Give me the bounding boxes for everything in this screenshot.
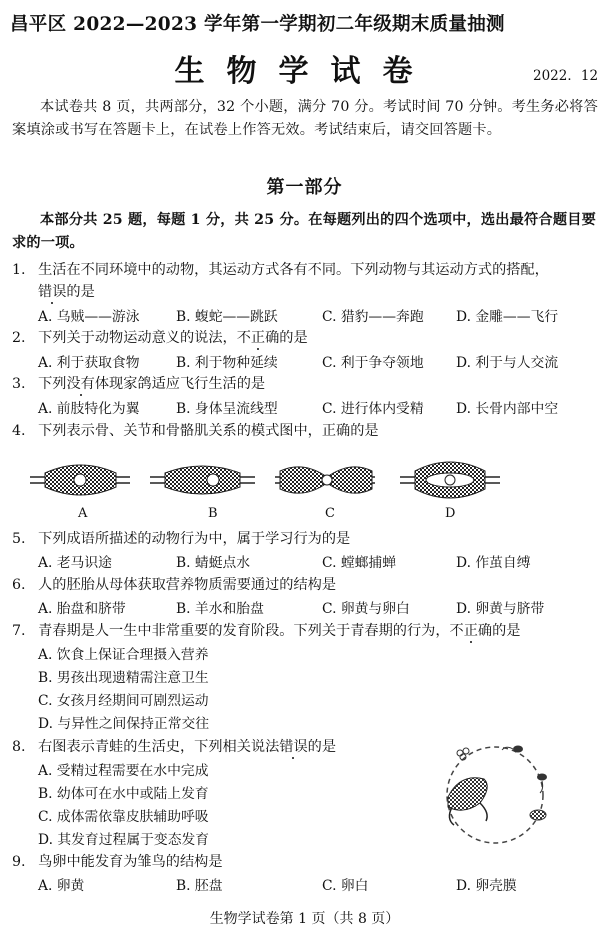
option-c[interactable]: C. 卵黄与卵白 — [322, 601, 410, 617]
option-a[interactable]: A. 乌贼——游泳 — [38, 309, 140, 325]
part-instructions: 本部分共 25 题，每题 1 分，共 25 分。在每题列出的四个选项中，选出最符合题目要求的一项。 — [12, 212, 596, 251]
question-7 — [12, 620, 520, 640]
options-row — [38, 397, 598, 417]
option-b[interactable]: B. 蝮蛇——跳跃 — [176, 309, 278, 325]
question-text-post: 的是 — [307, 739, 337, 755]
option-b[interactable]: B. 胚盘 — [176, 878, 223, 894]
option-b[interactable]: B. 蜻蜓点水 — [176, 555, 251, 571]
emphasis-text: 没有 — [66, 376, 95, 392]
question-text: 下列表示骨、关节和骨骼肌关系的模式图中，正确的是 — [38, 423, 379, 439]
figure-label-b: B — [208, 506, 218, 521]
froglet-icon — [530, 810, 546, 820]
option-c[interactable]: C. 女孩月经期间可剧烈运动 — [38, 693, 209, 709]
exam-date: 2022．12 — [533, 68, 599, 84]
part-title: 第一部分 — [266, 177, 343, 198]
question-text-post: 体现家鸽适应飞行生活的是 — [94, 376, 266, 392]
page-footer: 生物学试卷第 1 页（共 8 页） — [209, 911, 400, 927]
question-number: 1. — [12, 262, 26, 278]
option-c[interactable]: C. 成体需依靠皮肤辅助呼吸 — [38, 809, 209, 825]
option-b[interactable]: B. 羊水和胎盘 — [176, 601, 264, 617]
figure-c-diagram[interactable] — [275, 467, 375, 493]
figure-label-d: D — [445, 506, 456, 521]
figure-a-diagram[interactable] — [30, 465, 130, 495]
question-8 — [12, 736, 336, 756]
figure-b-diagram[interactable] — [150, 466, 255, 494]
question-2 — [12, 327, 308, 347]
option-d[interactable]: D. 长骨内部中空 — [456, 401, 559, 417]
question-number: 8. — [12, 739, 26, 755]
figure-label-c: C — [325, 506, 335, 521]
option-b[interactable]: B. 利于物种延续 — [176, 355, 278, 371]
question-1-line2 — [38, 281, 95, 301]
question-number: 6. — [12, 577, 26, 593]
emphasis-text: 不正确 — [236, 330, 280, 346]
option-a[interactable]: A. 利于获取食物 — [38, 355, 140, 371]
option-a[interactable]: A. 卵黄 — [38, 878, 85, 894]
question-text-pre: 下列 — [38, 376, 67, 392]
question-number: 4. — [12, 423, 26, 439]
page-title: 生物学试卷 — [174, 54, 435, 89]
question-text-post: 的是 — [66, 284, 95, 300]
option-d[interactable]: D. 其发育过程属于变态发育 — [38, 832, 210, 848]
emphasis-text: 错误 — [38, 284, 67, 300]
emphasis-text: 不正确 — [449, 623, 493, 639]
option-d[interactable]: D. 卵壳膜 — [456, 878, 517, 894]
option-a[interactable]: A. 老马识途 — [38, 555, 112, 571]
options-row — [38, 305, 598, 325]
exam-header: 昌平区 2022—2023 学年第一学期初二年级期末质量抽测 — [10, 14, 505, 35]
question-text-post: 的是 — [279, 330, 308, 346]
bone-joint-muscle-figures — [30, 455, 500, 505]
frog-eggs-icon — [457, 748, 469, 760]
figure-label-a: A — [78, 506, 88, 521]
question-number: 3. — [12, 376, 26, 392]
option-d[interactable]: D. 金雕——飞行 — [456, 309, 559, 325]
option-d[interactable]: D. 与异性之间保持正常交往 — [38, 716, 210, 732]
option-c[interactable]: C. 猎豹——奔跑 — [322, 309, 424, 325]
adult-frog-icon — [448, 778, 487, 825]
question-number: 7. — [12, 623, 26, 639]
emphasis-text: 错误 — [279, 739, 308, 755]
figure-d-diagram[interactable] — [400, 462, 500, 498]
question-5 — [12, 528, 350, 548]
question-text: 生活在不同环境中的动物，其运动方式各有不同。下列动物与其运动方式的搭配， — [38, 262, 549, 278]
options-row — [38, 597, 598, 617]
question-4 — [12, 420, 379, 440]
option-d[interactable]: D. 利于与人交流 — [456, 355, 559, 371]
question-number: 5. — [12, 531, 26, 547]
question-3 — [12, 373, 265, 393]
option-c[interactable]: C. 利于争夺领地 — [322, 355, 424, 371]
question-text-post: 的是 — [492, 623, 521, 639]
question-text: 人的胚胎从母体获取营养物质需要通过的结构是 — [38, 577, 337, 593]
intro-paragraph: 本试卷共 8 页，共两部分，32 个小题，满分 70 分。考试时间 70 分钟。考生务必将答案填涂或书写在答题卡上，在试卷上作答无效。考试结束后，请交回答题卡。 — [12, 99, 598, 138]
frog-life-cycle-figure — [430, 735, 560, 855]
options-row — [38, 351, 598, 371]
option-a[interactable]: A. 受精过程需要在水中完成 — [38, 763, 209, 779]
option-c[interactable]: C. 进行体内受精 — [322, 401, 424, 417]
question-text-pre: 下列关于动物运动意义的说法， — [38, 330, 237, 346]
question-1 — [12, 259, 549, 279]
option-a[interactable]: A. 胎盘和脐带 — [38, 601, 126, 617]
options-row — [38, 874, 598, 894]
option-d[interactable]: D. 卵黄与脐带 — [456, 601, 545, 617]
option-c[interactable]: C. 卵白 — [322, 878, 369, 894]
option-a[interactable]: A. 前肢特化为翼 — [38, 401, 140, 417]
question-6 — [12, 574, 336, 594]
option-b[interactable]: B. 男孩出现遗精需注意卫生 — [38, 670, 209, 686]
option-b[interactable]: B. 幼体可在水中或陆上发育 — [38, 786, 209, 802]
question-text-pre: 右图表示青蛙的生活史，下列相关说法 — [38, 739, 280, 755]
question-text: 下列成语所描述的动物行为中，属于学习行为的是 — [38, 531, 351, 547]
question-number: 9. — [12, 854, 26, 870]
options-row — [38, 551, 598, 571]
question-text-pre: 青春期是人一生中非常重要的发育阶段。下列关于青春期的行为， — [38, 623, 450, 639]
tadpole-icon — [502, 746, 547, 794]
option-d[interactable]: D. 作茧自缚 — [456, 555, 531, 571]
option-c[interactable]: C. 螳螂捕蝉 — [322, 555, 397, 571]
question-9 — [12, 851, 223, 871]
option-a[interactable]: A. 饮食上保证合理摄入营养 — [38, 647, 209, 663]
question-number: 2. — [12, 330, 26, 346]
option-b[interactable]: B. 身体呈流线型 — [176, 401, 278, 417]
question-text: 鸟卵中能发育为雏鸟的结构是 — [38, 854, 223, 870]
